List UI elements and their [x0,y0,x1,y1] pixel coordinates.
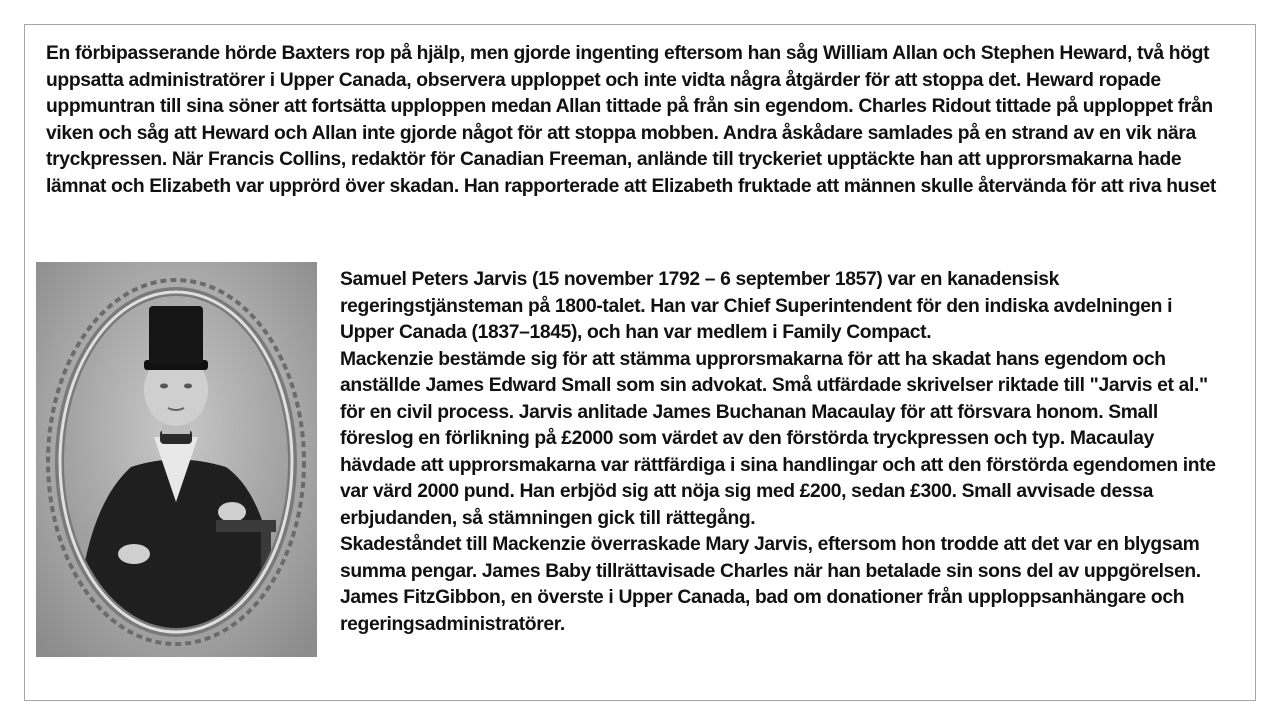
top-paragraph: En förbipasserande hörde Baxters rop på hjälp, men gjorde ingenting eftersom han såg William Allan och Stephen Heward, två högt uppsatta administratörer i Upper Canada, observera upploppet och inte vidta några åtgärder för att stoppa det. Heward ropade uppmuntran till sina söner att fortsätta upploppen medan Allan tittade på från sin egendom. Charles Ridout tittade på upploppet från viken och såg att Heward och Allan inte gjorde något för att stoppa mobben. Andra åskådare samlades på en strand av en vik nära tryckpressen. När Francis Collins, redaktör för Canadian Freeman, anlände till tryckeriet upptäckte han att upprorsmakarna hade lämnat och Elizabeth var upprörd över skadan. Han rapporterade att Elizabeth fruktade att männen skulle återvända för att riva huset [46,43,1216,197]
portrait-illustration [36,262,317,657]
side-paragraph-1: Samuel Peters Jarvis (15 november 1792 – 6 september 1857) var en kanadensisk regeringstjänsteman på 1800-talet. Han var Chief Superintendent för den indiska avdelningen i Upper Canada (1837–1845), och han var medlem i Family Compact. [340,269,1173,343]
slide [24,24,1256,701]
side-text [340,267,1220,638]
portrait-photo [36,262,317,657]
side-paragraph-3: Skadeståndet till Mackenzie överraskade Mary Jarvis, eftersom hon trodde att det var en blygsam summa pengar. James Baby tillrättavisade Charles när han betalade sin sons del av uppgörelsen. James FitzGibbon, en överste i Upper Canada, bad om donationer från upploppsanhängare och regeringsadministratörer. [340,534,1201,635]
side-paragraph-2: Mackenzie bestämde sig för att stämma upprorsmakarna för att ha skadat hans egendom och anställde James Edward Small som sin advokat. Små utfärdade skrivelser riktade till "Jarvis et al." för en civil process. Jarvis anlitade James Buchanan Macaulay för att försvara honom. Small föreslog en förlikning på £2000 som värdet av den förstörda tryckpressen och typ. Macaulay hävdade att upprorsmakarna var rättfärdiga i sina handlingar och att den förstörda egendomen inte var värd 2000 pund. Han erbjöd sig att nöja sig med £200, sedan £300. Small avvisade dessa erbjudanden, så stämningen gick till rättegång. [340,348,1216,529]
